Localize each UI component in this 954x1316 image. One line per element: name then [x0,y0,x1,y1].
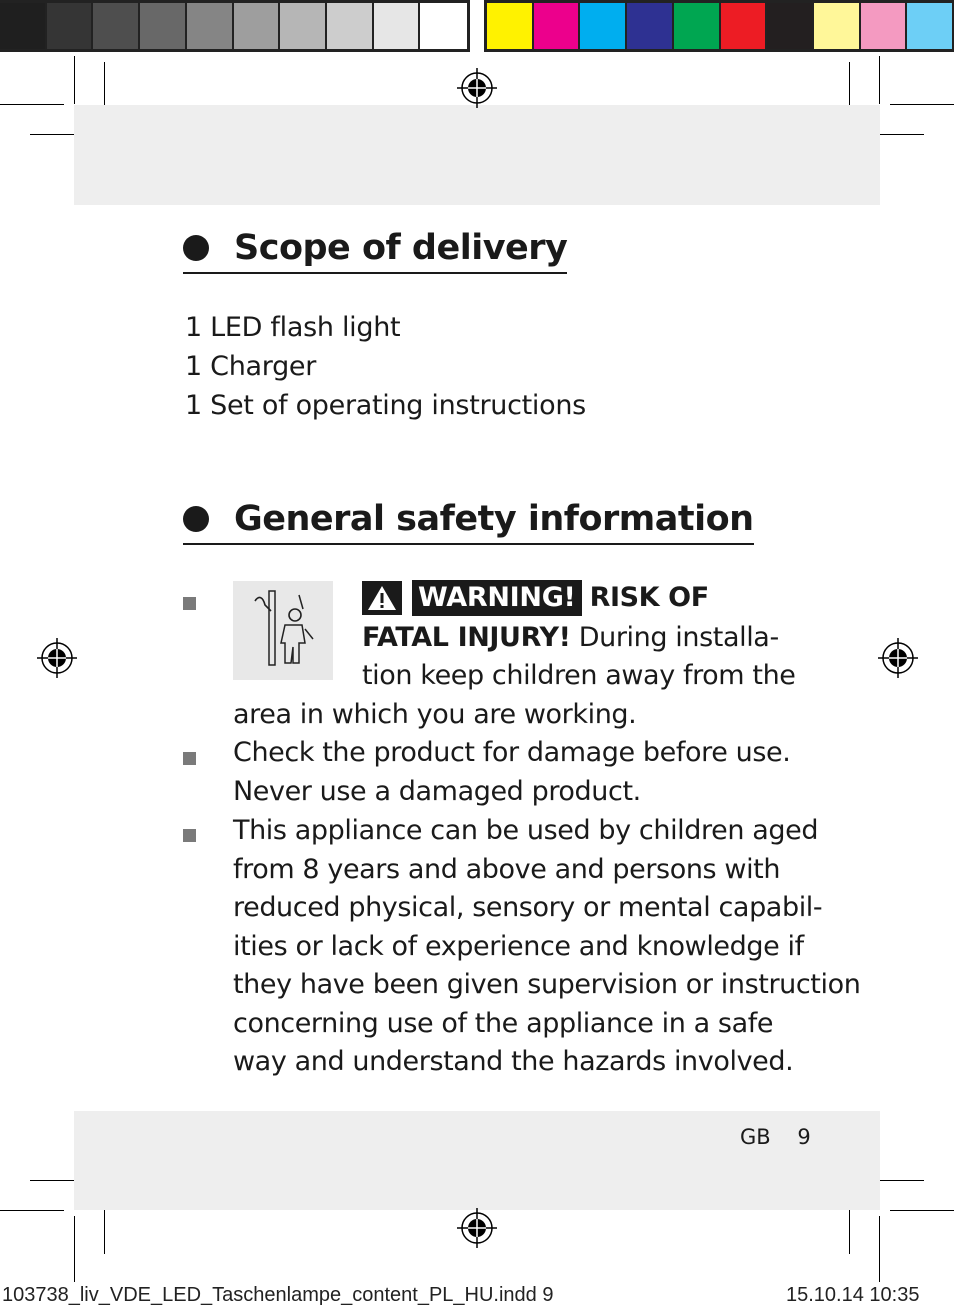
gray-swatch [280,3,327,49]
registration-mark-icon [876,636,920,680]
warning-text: During installa- [570,622,779,653]
crop-mark [890,104,954,105]
list-item: 1 Set of operating instructions [185,390,586,421]
safety-heading-text: General safety information [234,499,754,539]
color-swatch [534,3,581,49]
crop-mark [879,56,880,104]
bullet-3-line: from 8 years and above and persons with [233,853,781,885]
registration-mark-icon [455,1206,499,1250]
warning-bold-text: FATAL INJURY! [362,622,571,653]
slug-filename: 103738_liv_VDE_LED_Taschenlampe_content_PL_HU.indd 9 [2,1284,554,1306]
bullet-square-icon [183,829,196,842]
color-swatch [674,3,721,49]
bullet-3-line: reduced physical, sensory or mental capabil- [233,892,823,923]
grayscale-calibration-bar [0,0,470,52]
color-swatch [580,3,627,49]
bullet-2-line: Never use a damaged product. [233,776,641,807]
color-swatch [627,3,674,49]
registration-mark-icon [35,636,79,680]
warning-line-1 [362,579,709,618]
bullet-3-line: This appliance can be used by children aged [233,815,819,846]
gray-swatch [187,3,234,49]
crop-mark [0,104,64,105]
bullet-3-line: concerning use of the appliance in a safe [233,1007,774,1039]
gray-swatch [140,3,187,49]
slug-date: 15.10.14 10:35 [786,1284,920,1306]
color-swatch [907,3,954,49]
registration-mark-icon [455,66,499,110]
bullet-3-line: ities or lack of experience and knowledge if [233,930,804,962]
color-swatch [767,3,814,49]
color-swatch [861,3,908,49]
heading-bullet-icon [183,235,209,261]
warning-line-4: area in which you are working. [233,699,637,730]
list-item: 1 Charger [185,351,317,382]
bullet-square-icon [183,597,196,610]
page-number-footer [740,1125,811,1149]
scope-heading-text: Scope of delivery [234,228,568,268]
bullet-3-text [233,812,860,1082]
bullet-3-line: way and understand the hazards involved. [233,1046,794,1077]
bullet-2-line: Check the product for damage before use. [233,737,791,768]
gray-swatch [93,3,140,49]
crop-mark [879,1216,880,1282]
warning-line-2 [362,619,779,658]
safety-heading [183,497,754,545]
language-code: GB [740,1125,771,1149]
color-calibration-bar [484,0,954,52]
gray-swatch [234,3,281,49]
scope-heading [183,226,567,274]
heading-bullet-icon [183,506,209,532]
crop-mark [74,56,75,104]
list-item: 1 LED flash light [185,312,401,343]
gray-swatch [374,3,421,49]
color-swatch [487,3,534,49]
crop-mark [890,1210,954,1211]
header-band [74,105,880,205]
gray-swatch [0,3,47,49]
color-swatch [721,3,768,49]
crop-mark [0,1210,64,1211]
page-number: 9 [797,1125,811,1149]
delivery-list [185,308,586,425]
warning-label: WARNING! [412,580,582,616]
gray-swatch [47,3,94,49]
child-safety-pictogram-icon [233,581,333,680]
warning-line-3: tion keep children away from the [362,660,796,691]
gray-swatch [420,3,467,49]
bullet-3-line: they have been given supervision or instruction [233,969,861,1000]
bullet-square-icon [183,752,196,765]
crop-mark [74,1216,75,1282]
warning-risk-text: RISK OF [589,582,709,613]
gray-swatch [327,3,374,49]
warning-triangle-icon [362,581,402,615]
color-swatch [814,3,861,49]
